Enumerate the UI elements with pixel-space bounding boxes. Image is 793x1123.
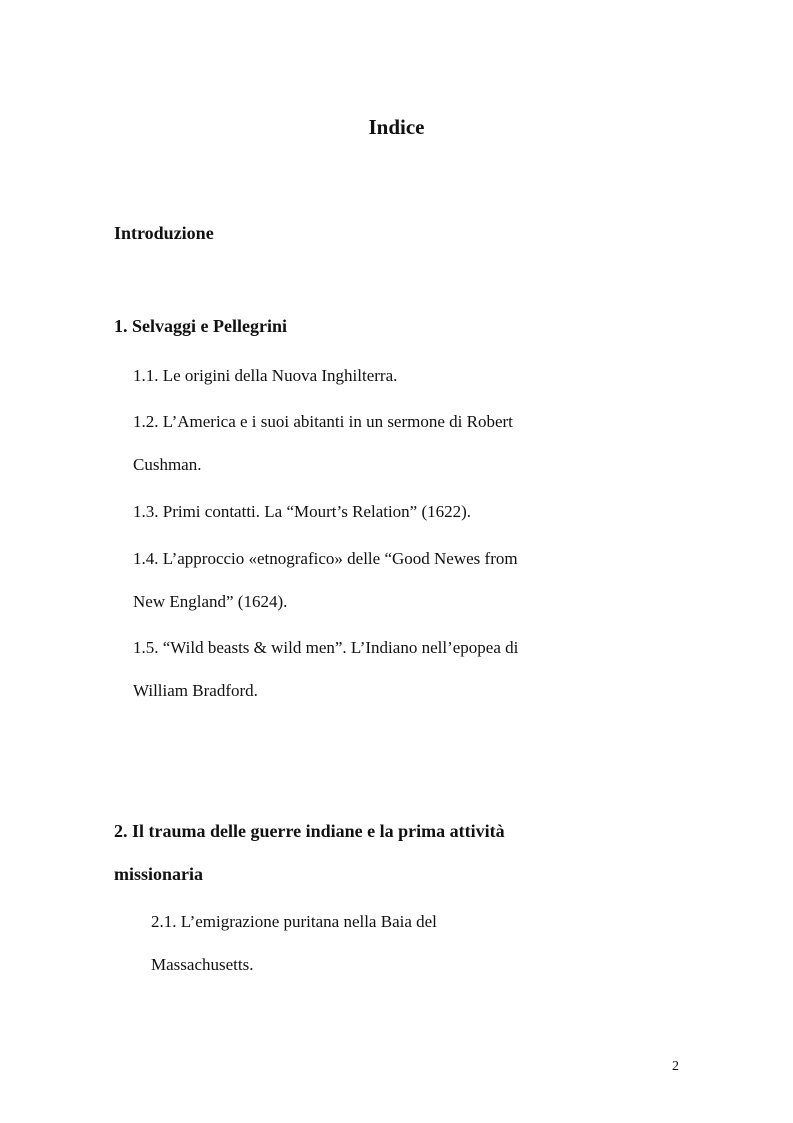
toc-entry-1-5-line2: William Bradford. (133, 681, 258, 700)
page-title: Indice (368, 115, 425, 139)
toc-entry-1-2-line2: Cushman. (133, 455, 202, 474)
toc-entry-1-5-line1: 1.5. “Wild beasts & wild men”. L’Indiano nell’epopea di (133, 638, 519, 657)
toc-chapter-2-heading-line1: 2. Il trauma delle guerre indiane e la prima attività (114, 821, 505, 841)
toc-entry-1-2-line1: 1.2. L’America e i suoi abitanti in un sermone di Robert (133, 412, 513, 431)
toc-entry-1-3: 1.3. Primi contatti. La “Mourt’s Relation” (1622). (133, 502, 472, 521)
toc-entry-2-1-line1: 2.1. L’emigrazione puritana nella Baia del (151, 912, 437, 931)
toc-entry-2-1-line2: Massachusetts. (151, 955, 254, 974)
toc-chapter-2-heading-line2: missionaria (114, 864, 204, 884)
toc-entry-1-1: 1.1. Le origini della Nuova Inghilterra. (133, 366, 398, 385)
toc-entry-1-4-line2: New England” (1624). (133, 592, 288, 611)
toc-introduction: Introduzione (114, 223, 214, 243)
toc-chapter-1-heading: 1. Selvaggi e Pellegrini (114, 316, 287, 336)
page-number: 2 (672, 1059, 679, 1074)
toc-entry-1-4-line1: 1.4. L’approccio «etnografico» delle “Good Newes from (133, 549, 518, 568)
